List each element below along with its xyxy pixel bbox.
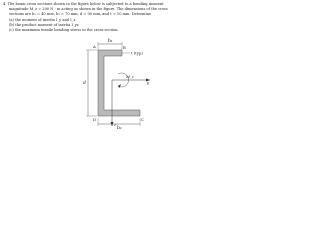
b2-label: b₂: [117, 126, 122, 130]
problem-part-b: (b) the product moment of inertia I_yz: [9, 22, 79, 27]
problem-part-c: (c) the maximum tensile bending stress in the cross section.: [9, 28, 119, 33]
cross-section-shape: [98, 50, 140, 116]
problem-intro-line1: 4. The beam cross sections shown in the figure below is subjected to a bending moment: [3, 2, 164, 6]
t-typ-label: t (typ): [131, 50, 143, 56]
point-b-label: B: [123, 45, 126, 50]
point-d-label: D: [93, 117, 97, 122]
z-axis-label: z: [114, 122, 117, 127]
cross-section-figure: [0, 38, 200, 130]
d-label: d: [83, 81, 86, 86]
problem-page: [0, 0, 200, 130]
b1-label: b₁: [108, 39, 113, 44]
y-axis-label: y: [147, 80, 150, 85]
point-c-label: C: [141, 117, 144, 122]
moment-arrowhead: [118, 84, 121, 88]
point-a-label: A: [93, 44, 96, 49]
mz-label: M_z: [126, 74, 134, 79]
problem-intro-line3: sections are b₁ = 40 mm, b₂ = 70 mm, d = 90 mm, and t = 10 mm. Determine: [9, 12, 152, 17]
problem-part-a: (a) the moment of inertia I_y and I_z: [9, 17, 76, 22]
problem-intro-line2: magnitude M_z = 200 N · m acting as shown in the figure. The dimensions of the cross: [9, 7, 168, 12]
problem-statement: [3, 2, 199, 33]
